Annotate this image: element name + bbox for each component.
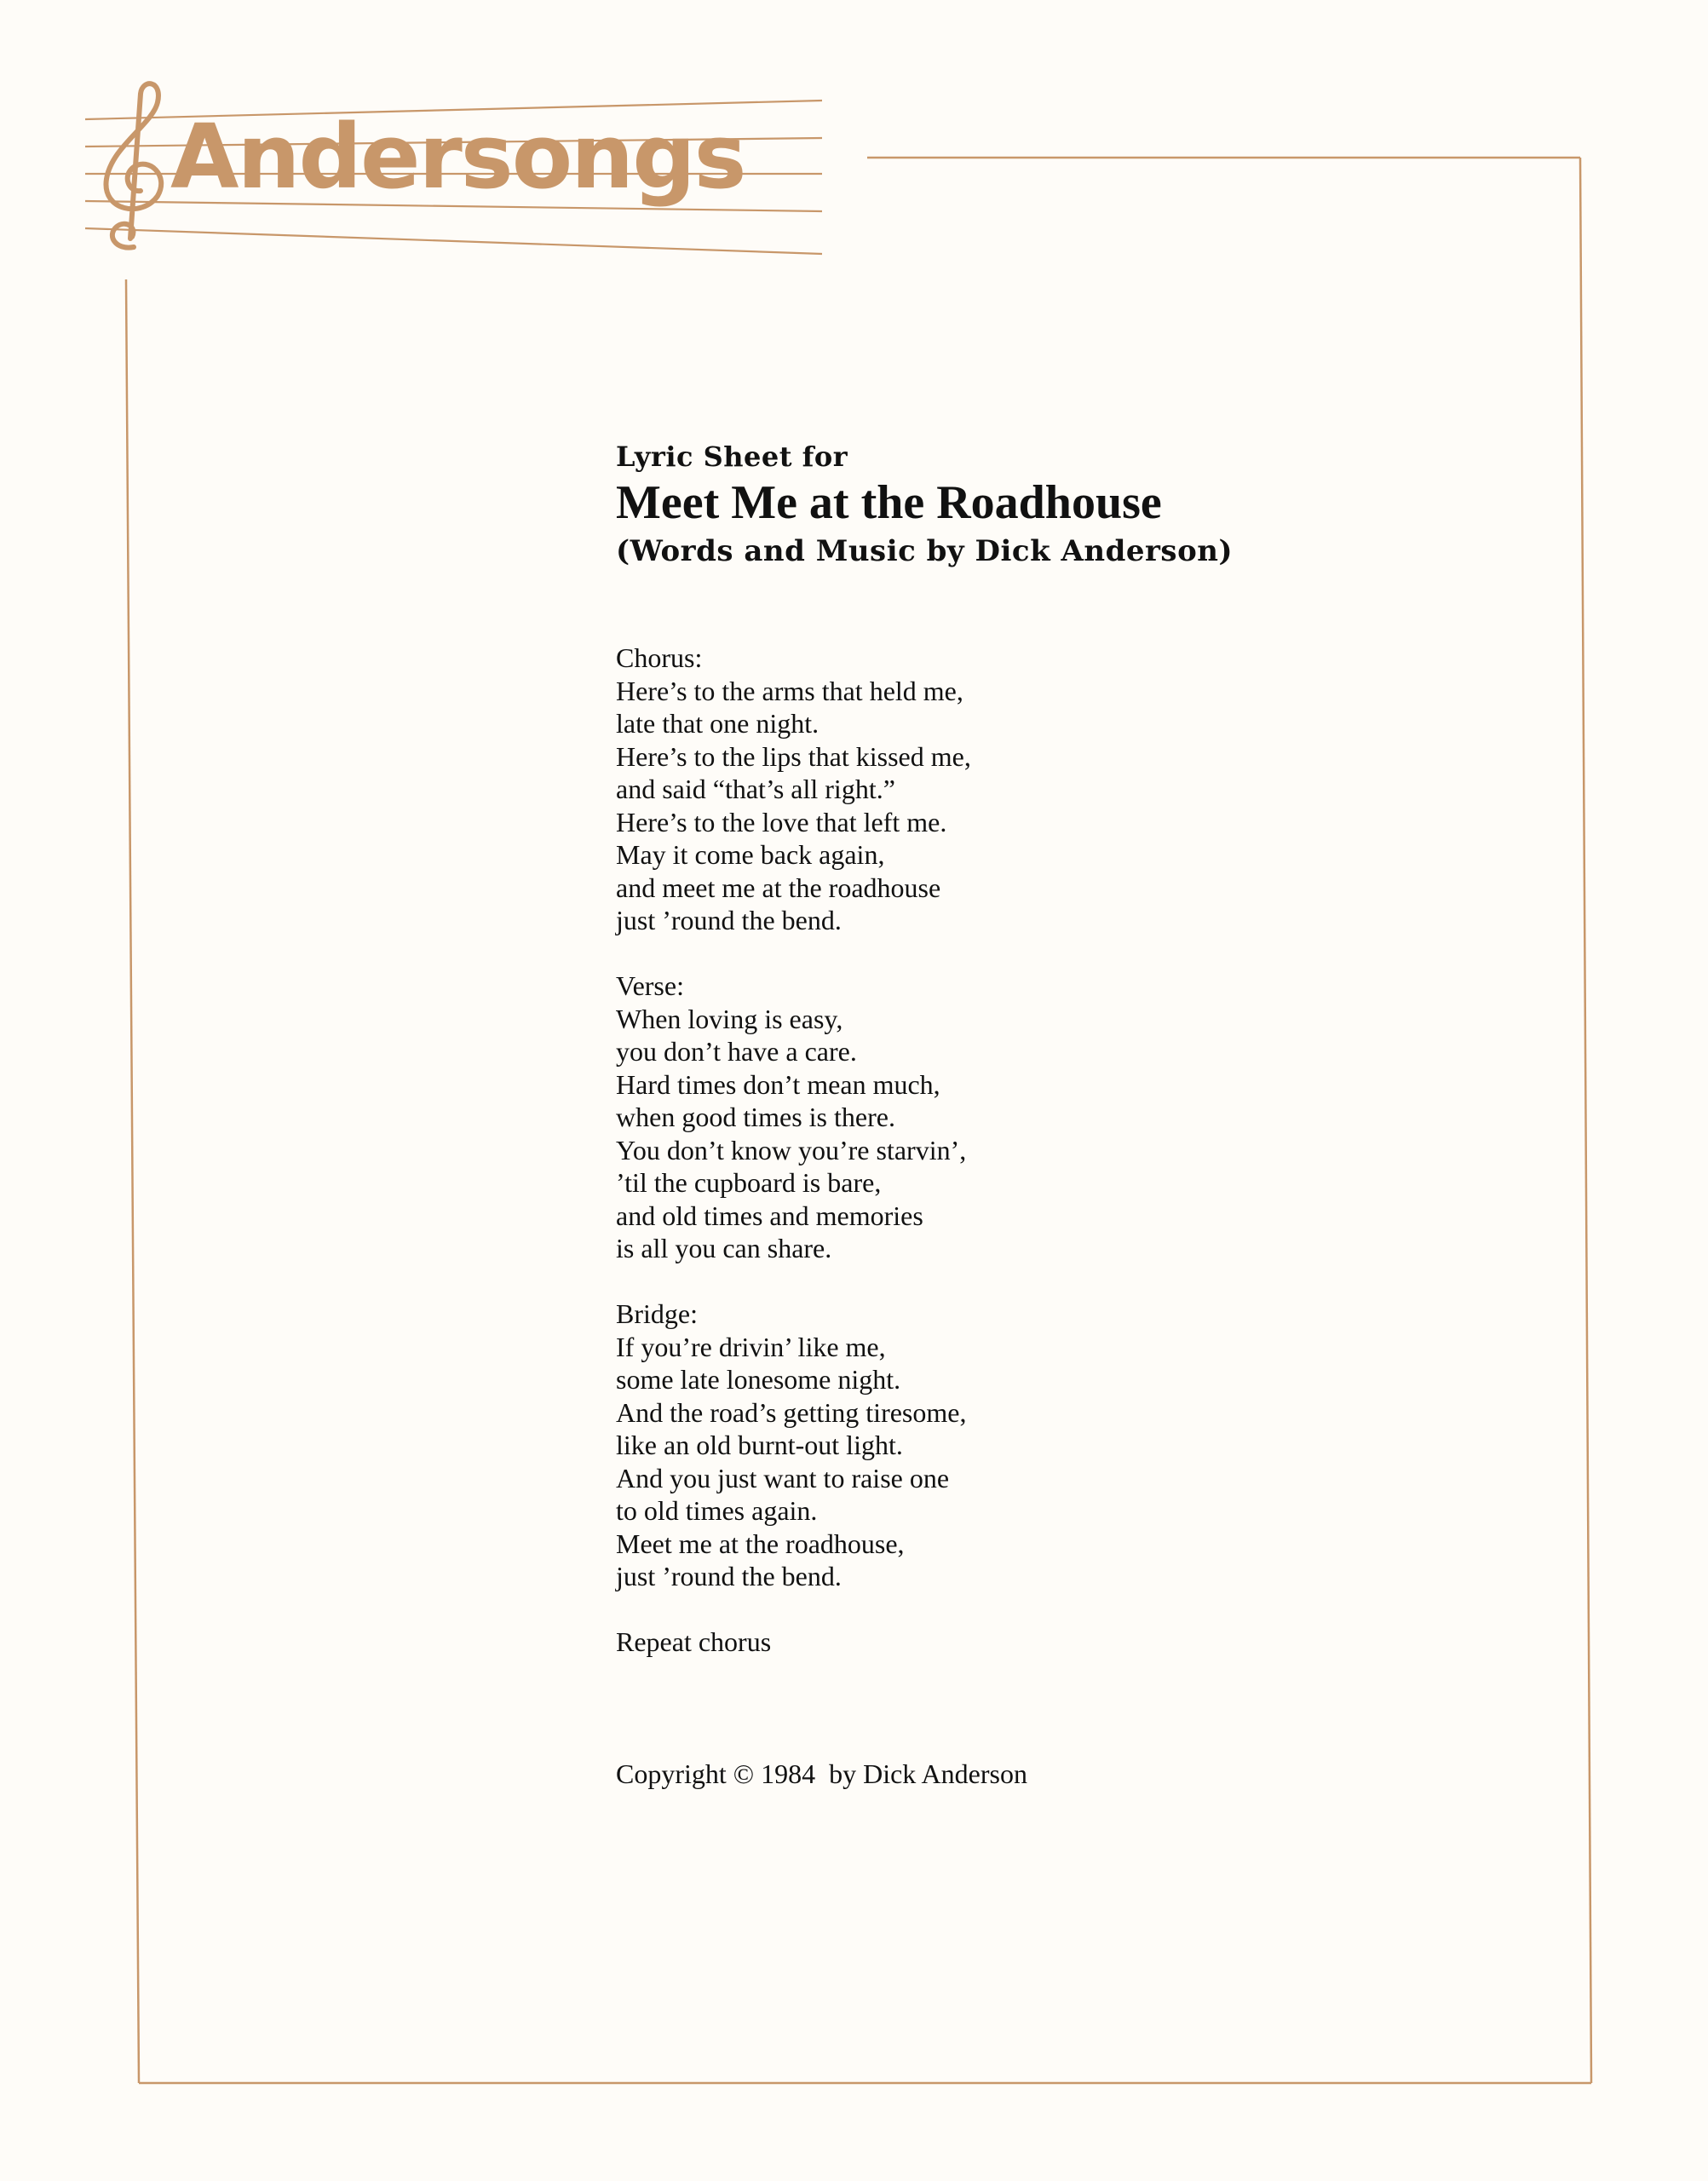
song-credits: (Words and Music by Dick Anderson): [616, 534, 1234, 568]
verse-section: [616, 970, 1383, 1265]
lyric-line: May it come back again,: [616, 839, 885, 870]
lyric-line: When loving is easy,: [616, 1003, 843, 1034]
lyric-line: and said “that’s all right.”: [616, 774, 895, 804]
section-label: Chorus:: [616, 642, 703, 673]
lyric-line: you don’t have a care.: [616, 1036, 857, 1067]
lyric-line: Meet me at the roadhouse,: [616, 1528, 905, 1559]
chorus-section: [616, 642, 1383, 937]
lyric-line: and meet me at the roadhouse: [616, 872, 941, 903]
lyric-line: And the road’s getting tiresome,: [616, 1396, 967, 1428]
lyric-line: Here’s to the love that left me.: [616, 806, 947, 837]
song-title: Meet Me at the Roadhouse: [616, 476, 1162, 529]
lyric-line: Here’s to the lips that kissed me,: [616, 740, 971, 772]
lyric-line: late that one night.: [616, 708, 819, 739]
lyric-sheet-label: Lyric Sheet for: [616, 440, 848, 473]
lyric-line: like an old burnt-out light.: [616, 1430, 903, 1460]
lyric-line: and old times and memories: [616, 1200, 923, 1231]
lyric-line: just ’round the bend.: [616, 905, 842, 935]
lyric-line: Hard times don’t mean much,: [616, 1068, 940, 1100]
lyric-line: some late lonesome night.: [616, 1364, 901, 1395]
treble-clef-icon: [106, 83, 161, 247]
copyright-notice: Copyright © 1984 by Dick Anderson: [616, 1758, 1027, 1789]
section-label: Bridge:: [616, 1298, 698, 1329]
lyric-line: just ’round the bend.: [616, 1561, 842, 1591]
lyric-sheet: [616, 439, 1383, 1790]
lyric-line: when good times is there.: [616, 1102, 895, 1132]
lyric-line: If you’re drivin’ like me,: [616, 1331, 886, 1362]
logo-text: Andersongs: [170, 105, 745, 209]
lyric-line: And you just want to raise one: [616, 1462, 950, 1493]
lyric-line: to old times again.: [616, 1495, 818, 1526]
lyric-line: ’til the cupboard is bare,: [616, 1167, 882, 1198]
lyric-line: You don’t know you’re starvin’,: [616, 1134, 967, 1165]
lyrics: [616, 642, 1383, 1659]
lyric-line: Here’s to the arms that held me,: [616, 675, 963, 706]
repeat-chorus-note: Repeat chorus: [616, 1626, 772, 1657]
lyric-line: is all you can share.: [616, 1233, 832, 1263]
bridge-section: [616, 1298, 1383, 1593]
section-label: Verse:: [616, 970, 684, 1001]
andersongs-logo: [81, 68, 831, 273]
repeat-note-section: [616, 1626, 1383, 1659]
